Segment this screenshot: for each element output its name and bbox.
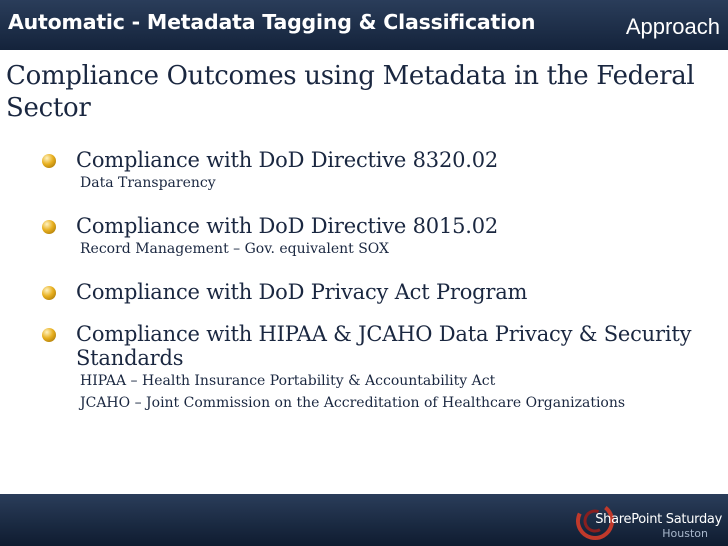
bullet-item: [42, 148, 722, 194]
bullet-item: [42, 280, 722, 304]
bullet-dot-icon: [42, 154, 56, 168]
bullet-item: [42, 214, 722, 260]
bullet-text: Compliance with DoD Directive 8015.02: [76, 214, 499, 238]
bullet-item: [42, 322, 722, 414]
header-section-label: Approach: [625, 14, 720, 39]
bullet-subtext: JCAHO – Joint Commission on the Accreditation of Healthcare Organizations: [80, 395, 626, 411]
bullet-dot-icon: [42, 286, 56, 300]
logo-city: Houston: [662, 527, 708, 540]
bullet-text: Compliance with DoD Directive 8320.02: [76, 148, 499, 172]
bullet-text: Compliance with HIPAA & JCAHO Data Privacy & Security Standards: [76, 322, 692, 370]
header-bar: [0, 0, 728, 50]
bullet-text: Compliance with DoD Privacy Act Program: [76, 280, 528, 304]
header-title: Automatic - Metadata Tagging & Classification: [8, 10, 536, 34]
logo-name: SharePoint Saturday: [595, 512, 722, 527]
bullet-subtext: HIPAA – Health Insurance Portability & Accountability Act: [80, 373, 496, 389]
bullet-dot-icon: [42, 220, 56, 234]
bullet-list: [42, 148, 722, 434]
bullet-subtext: Record Management – Gov. equivalent SOX: [80, 241, 389, 257]
footer-bar: [0, 494, 728, 546]
bullet-dot-icon: [42, 328, 56, 342]
sharepoint-saturday-logo: [572, 498, 722, 544]
slide-title: Compliance Outcomes using Metadata in the Federal Sector: [6, 61, 695, 123]
bullet-subtext: Data Transparency: [80, 175, 216, 191]
